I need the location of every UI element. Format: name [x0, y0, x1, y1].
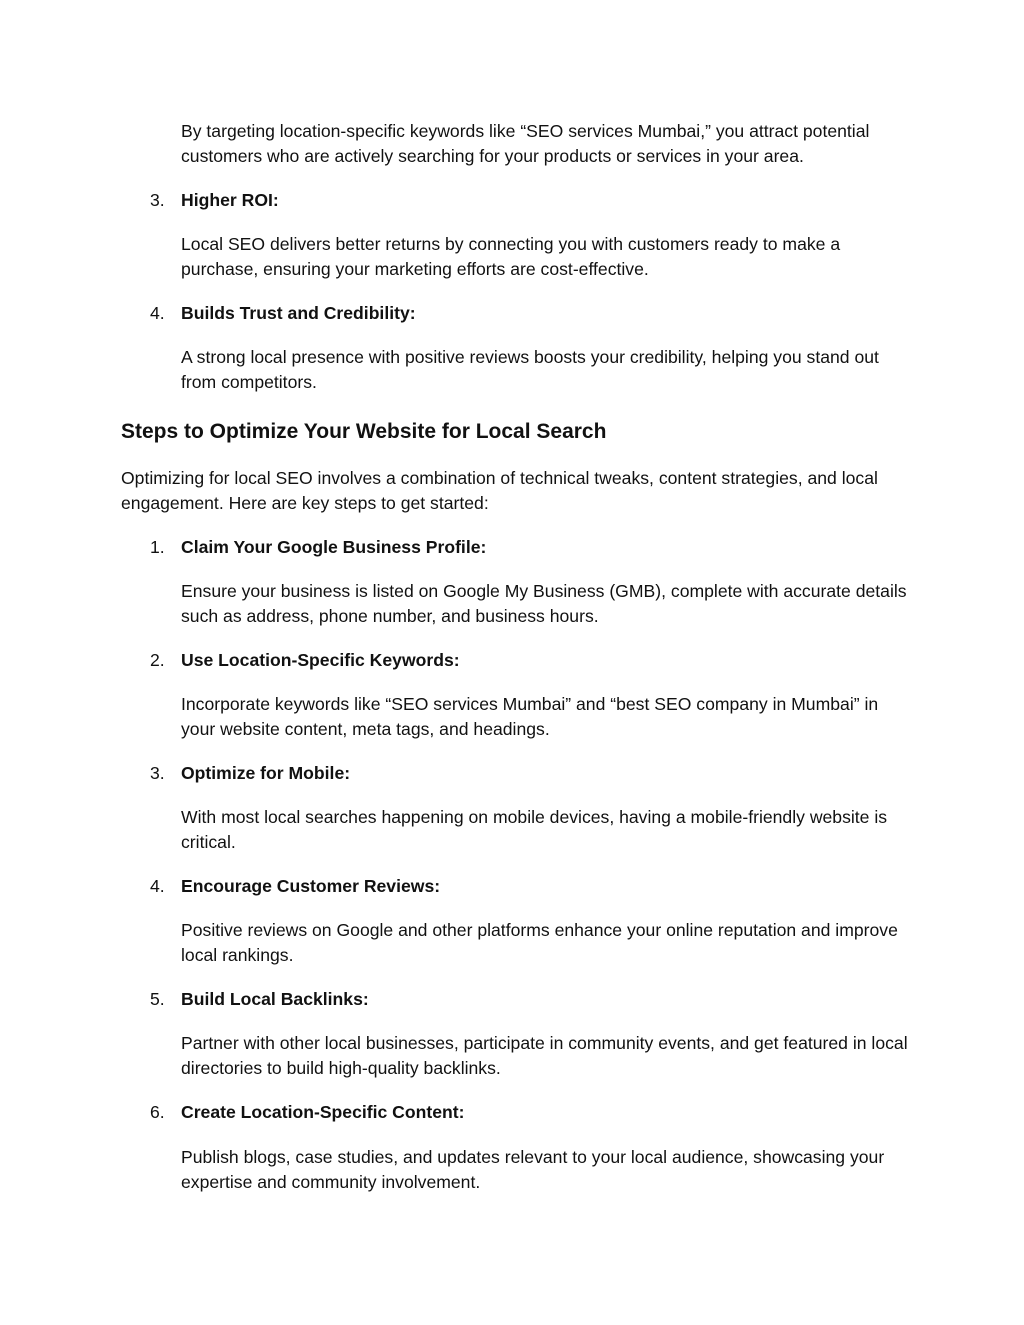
section-heading: Steps to Optimize Your Website for Local Search [121, 420, 607, 443]
step-body-paragraph: With most local searches happening on mobile devices, having a mobile-friendly website is critical. [181, 807, 888, 852]
step-item-heading [121, 987, 911, 1012]
benefit-title: Higher ROI: [181, 190, 279, 210]
step-body-paragraph: Publish blogs, case studies, and updates relevant to your local audience, showcasing your expertise and community involvement. [181, 1147, 885, 1192]
step-body-paragraph: Positive reviews on Google and other platforms enhance your online reputation and improve local rankings. [181, 920, 898, 965]
list-number: 2. [150, 650, 165, 670]
step-body-paragraph: Ensure your business is listed on Google My Business (GMB), complete with accurate details such as address, phone number, and business hours. [181, 581, 907, 626]
list-number: 3. [150, 190, 165, 210]
list-number: 6. [150, 1102, 165, 1122]
step-title: Claim Your Google Business Profile: [181, 537, 487, 557]
step-item-heading [121, 874, 911, 899]
step-title: Use Location-Specific Keywords: [181, 650, 460, 670]
step-item-heading [121, 1100, 911, 1125]
step-body-paragraph: Incorporate keywords like “SEO services Mumbai” and “best SEO company in Mumbai” in your website content, meta tags, and headings. [181, 694, 879, 739]
intro-continuation-paragraph: By targeting location-specific keywords like “SEO services Mumbai,” you attract potential customers who are actively searching for your products or services in your area. [181, 121, 870, 166]
list-number: 3. [150, 763, 165, 783]
step-item-heading [121, 761, 911, 786]
step-title: Optimize for Mobile: [181, 763, 351, 783]
step-item-heading [121, 648, 911, 673]
benefit-body-paragraph: A strong local presence with positive reviews boosts your credibility, helping you stand out from competitors. [181, 347, 879, 392]
step-title: Build Local Backlinks: [181, 989, 369, 1009]
step-item-heading [121, 535, 911, 560]
list-number: 1. [150, 537, 165, 557]
step-body-paragraph: Partner with other local businesses, participate in community events, and get featured in local directories to build high-quality backlinks. [181, 1033, 908, 1078]
section-intro-paragraph: Optimizing for local SEO involves a combination of technical tweaks, content strategies, and local engagement. Here are key steps to get started: [121, 468, 878, 513]
benefit-item-heading [121, 301, 911, 326]
benefit-item-heading [121, 188, 911, 213]
step-title: Create Location-Specific Content: [181, 1102, 465, 1122]
list-number: 5. [150, 989, 165, 1009]
benefit-body-paragraph: Local SEO delivers better returns by connecting you with customers ready to make a purchase, ensuring your marketing efforts are cost-effective. [181, 234, 841, 279]
benefit-title: Builds Trust and Credibility: [181, 303, 416, 323]
step-title: Encourage Customer Reviews: [181, 876, 441, 896]
list-number: 4. [150, 303, 165, 323]
list-number: 4. [150, 876, 165, 896]
